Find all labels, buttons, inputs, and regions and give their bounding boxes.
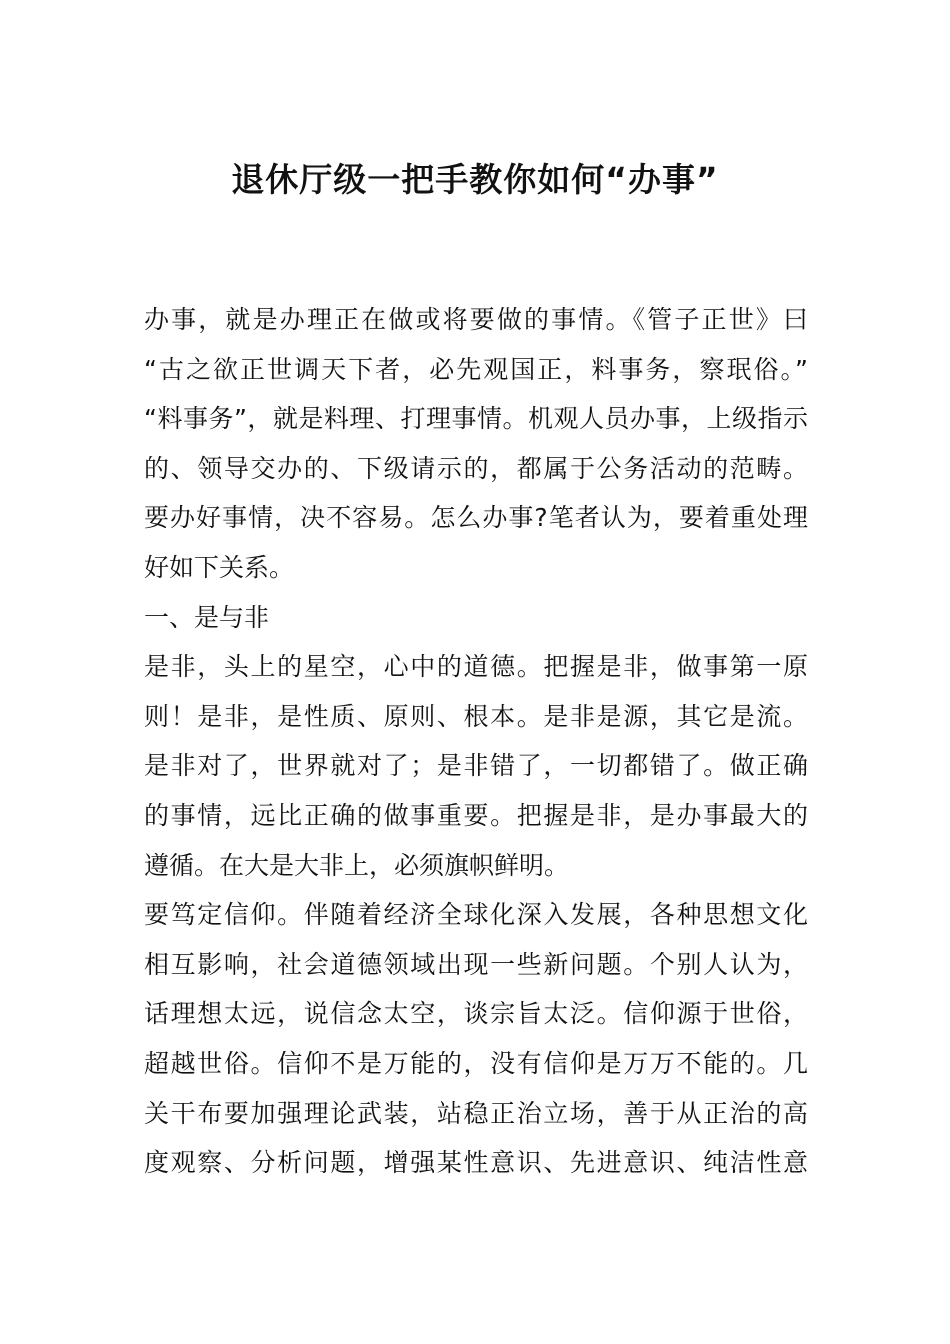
body-text-line: 是非，头上的星空，心中的道德。把握是非，做事第一原 xyxy=(144,652,808,682)
body-text-line: 话理想太远，说信念太空，谈宗旨太泛。信仰源于世俗， xyxy=(144,999,808,1029)
body-text-line: 要笃定信仰。伴随着经济全球化深入发展，各种思想文化 xyxy=(144,900,808,930)
document-body xyxy=(144,295,808,1188)
body-text-line: 相互影响，社会道德领域出现一些新问题。个别人认为， xyxy=(144,949,808,979)
body-text-line: 要办好事情，决不容易。怎么办事?笔者认为，要着重处理 xyxy=(144,503,808,533)
body-text-line: 好如下关系。 xyxy=(144,552,295,582)
body-text-line: 超越世俗。信仰不是万能的，没有信仰是万万不能的。几 xyxy=(144,1048,808,1078)
body-text-line: “古之欲正世调天下者，必先观国正，料事务，察珉俗。” xyxy=(144,354,808,384)
document-title: 退休厅级一把手教你如何“办事” xyxy=(231,160,719,199)
body-text-line: 遵循。在大是大非上，必须旗帜鲜明。 xyxy=(144,850,570,880)
body-text-line: “料事务”，就是料理、打理事情。机观人员办事，上级指示 xyxy=(144,404,808,434)
body-text-line: 关干布要加强理论武装，站稳正治立场，善于从正治的高 xyxy=(144,1098,808,1128)
body-text-line: 的、领导交办的、下级请示的，都属于公务活动的范畴。 xyxy=(144,453,808,483)
body-text-line: 的事情，远比正确的做事重要。把握是非，是办事最大的 xyxy=(144,800,808,830)
body-text-line: 则！是非，是性质、原则、根本。是非是源，其它是流。 xyxy=(144,701,808,731)
body-text-line: 办事，就是办理正在做或将要做的事情。《管子正世》曰 xyxy=(144,305,808,334)
body-text-line: 是非对了，世界就对了；是非错了，一切都错了。做正确 xyxy=(144,751,808,781)
body-text-line: 度观察、分析问题，增强某性意识、先进意识、纯洁性意 xyxy=(144,1148,808,1178)
body-text-line: 一、是与非 xyxy=(144,602,270,632)
